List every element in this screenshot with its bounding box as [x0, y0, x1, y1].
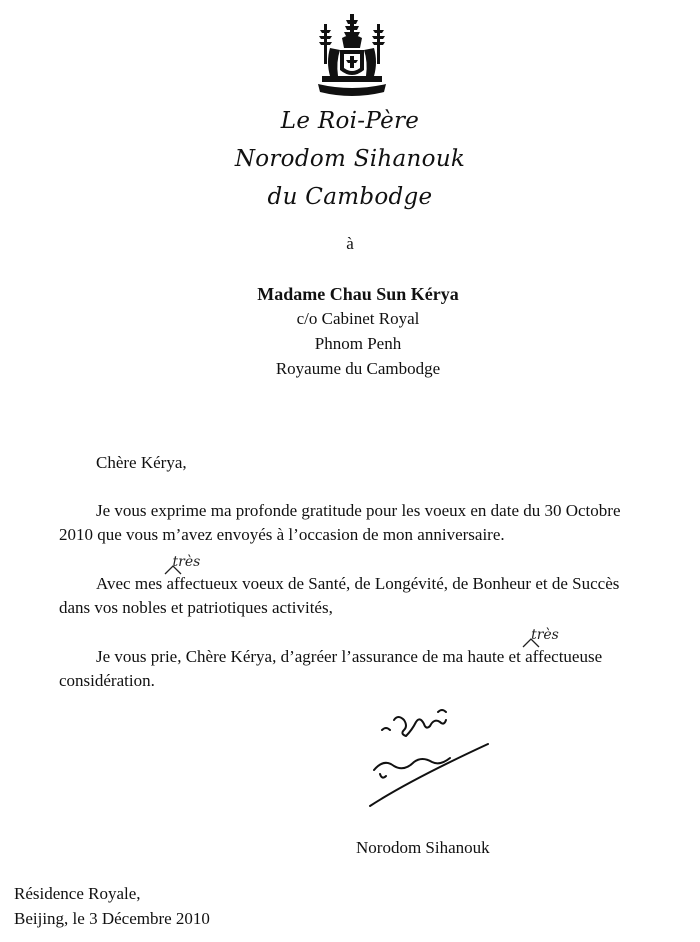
paragraph-gratitude	[59, 499, 689, 547]
text-span: Je vous prie, Chère Kérya, d’agréer l’assurance de ma haute et	[96, 647, 526, 666]
text-span: Avec mes	[96, 574, 167, 593]
to-word: à	[346, 234, 354, 253]
text-span: voeux de Santé, de Longévité, de Bonheur et de Succès	[237, 574, 620, 593]
insertion-caret-icon	[521, 635, 551, 649]
recipient-address-line: Royaume du Cambodge	[275, 359, 441, 378]
signer-name: Norodom Sihanouk	[356, 838, 490, 857]
handwritten-insertion: très	[531, 627, 559, 643]
paragraph-line	[59, 554, 689, 596]
salutation: Chère Kérya,	[96, 453, 187, 472]
letterhead-name: Norodom Sihanouk	[234, 146, 466, 172]
paragraph-line	[59, 627, 689, 669]
place-line: Résidence Royale,	[14, 884, 141, 903]
paragraph-line: 2010 que vous m’avez envoyés à l’occasion de mon anniversaire.	[59, 525, 505, 544]
inserted-word-target	[166, 554, 238, 596]
royal-crest-icon	[316, 14, 388, 100]
paragraph-line: Je vous exprime ma profonde gratitude pour les voeux en date du 30 Octobre	[96, 501, 621, 520]
paragraph-line: dans vos nobles et patriotiques activités,	[59, 598, 333, 617]
inserted-word-target	[525, 627, 603, 669]
paragraph-closing	[59, 627, 689, 693]
text-span: affectueuse	[525, 647, 603, 666]
text-span: affectueux	[166, 574, 238, 593]
insertion-caret-icon	[163, 562, 193, 576]
handwritten-signature	[360, 700, 500, 820]
handwritten-insertion: très	[172, 554, 201, 570]
recipient-address-line: c/o Cabinet Royal	[296, 309, 420, 328]
recipient-name: Madame Chau Sun Kérya	[257, 284, 459, 304]
paragraph-line: considération.	[59, 671, 155, 690]
letterhead-title: Le Roi-Père	[280, 108, 420, 134]
paragraph-wishes	[59, 554, 689, 620]
date-line: Beijing, le 3 Décembre 2010	[14, 909, 210, 928]
recipient-address-line: Phnom Penh	[314, 334, 402, 353]
letterhead-country: du Cambodge	[267, 184, 433, 210]
